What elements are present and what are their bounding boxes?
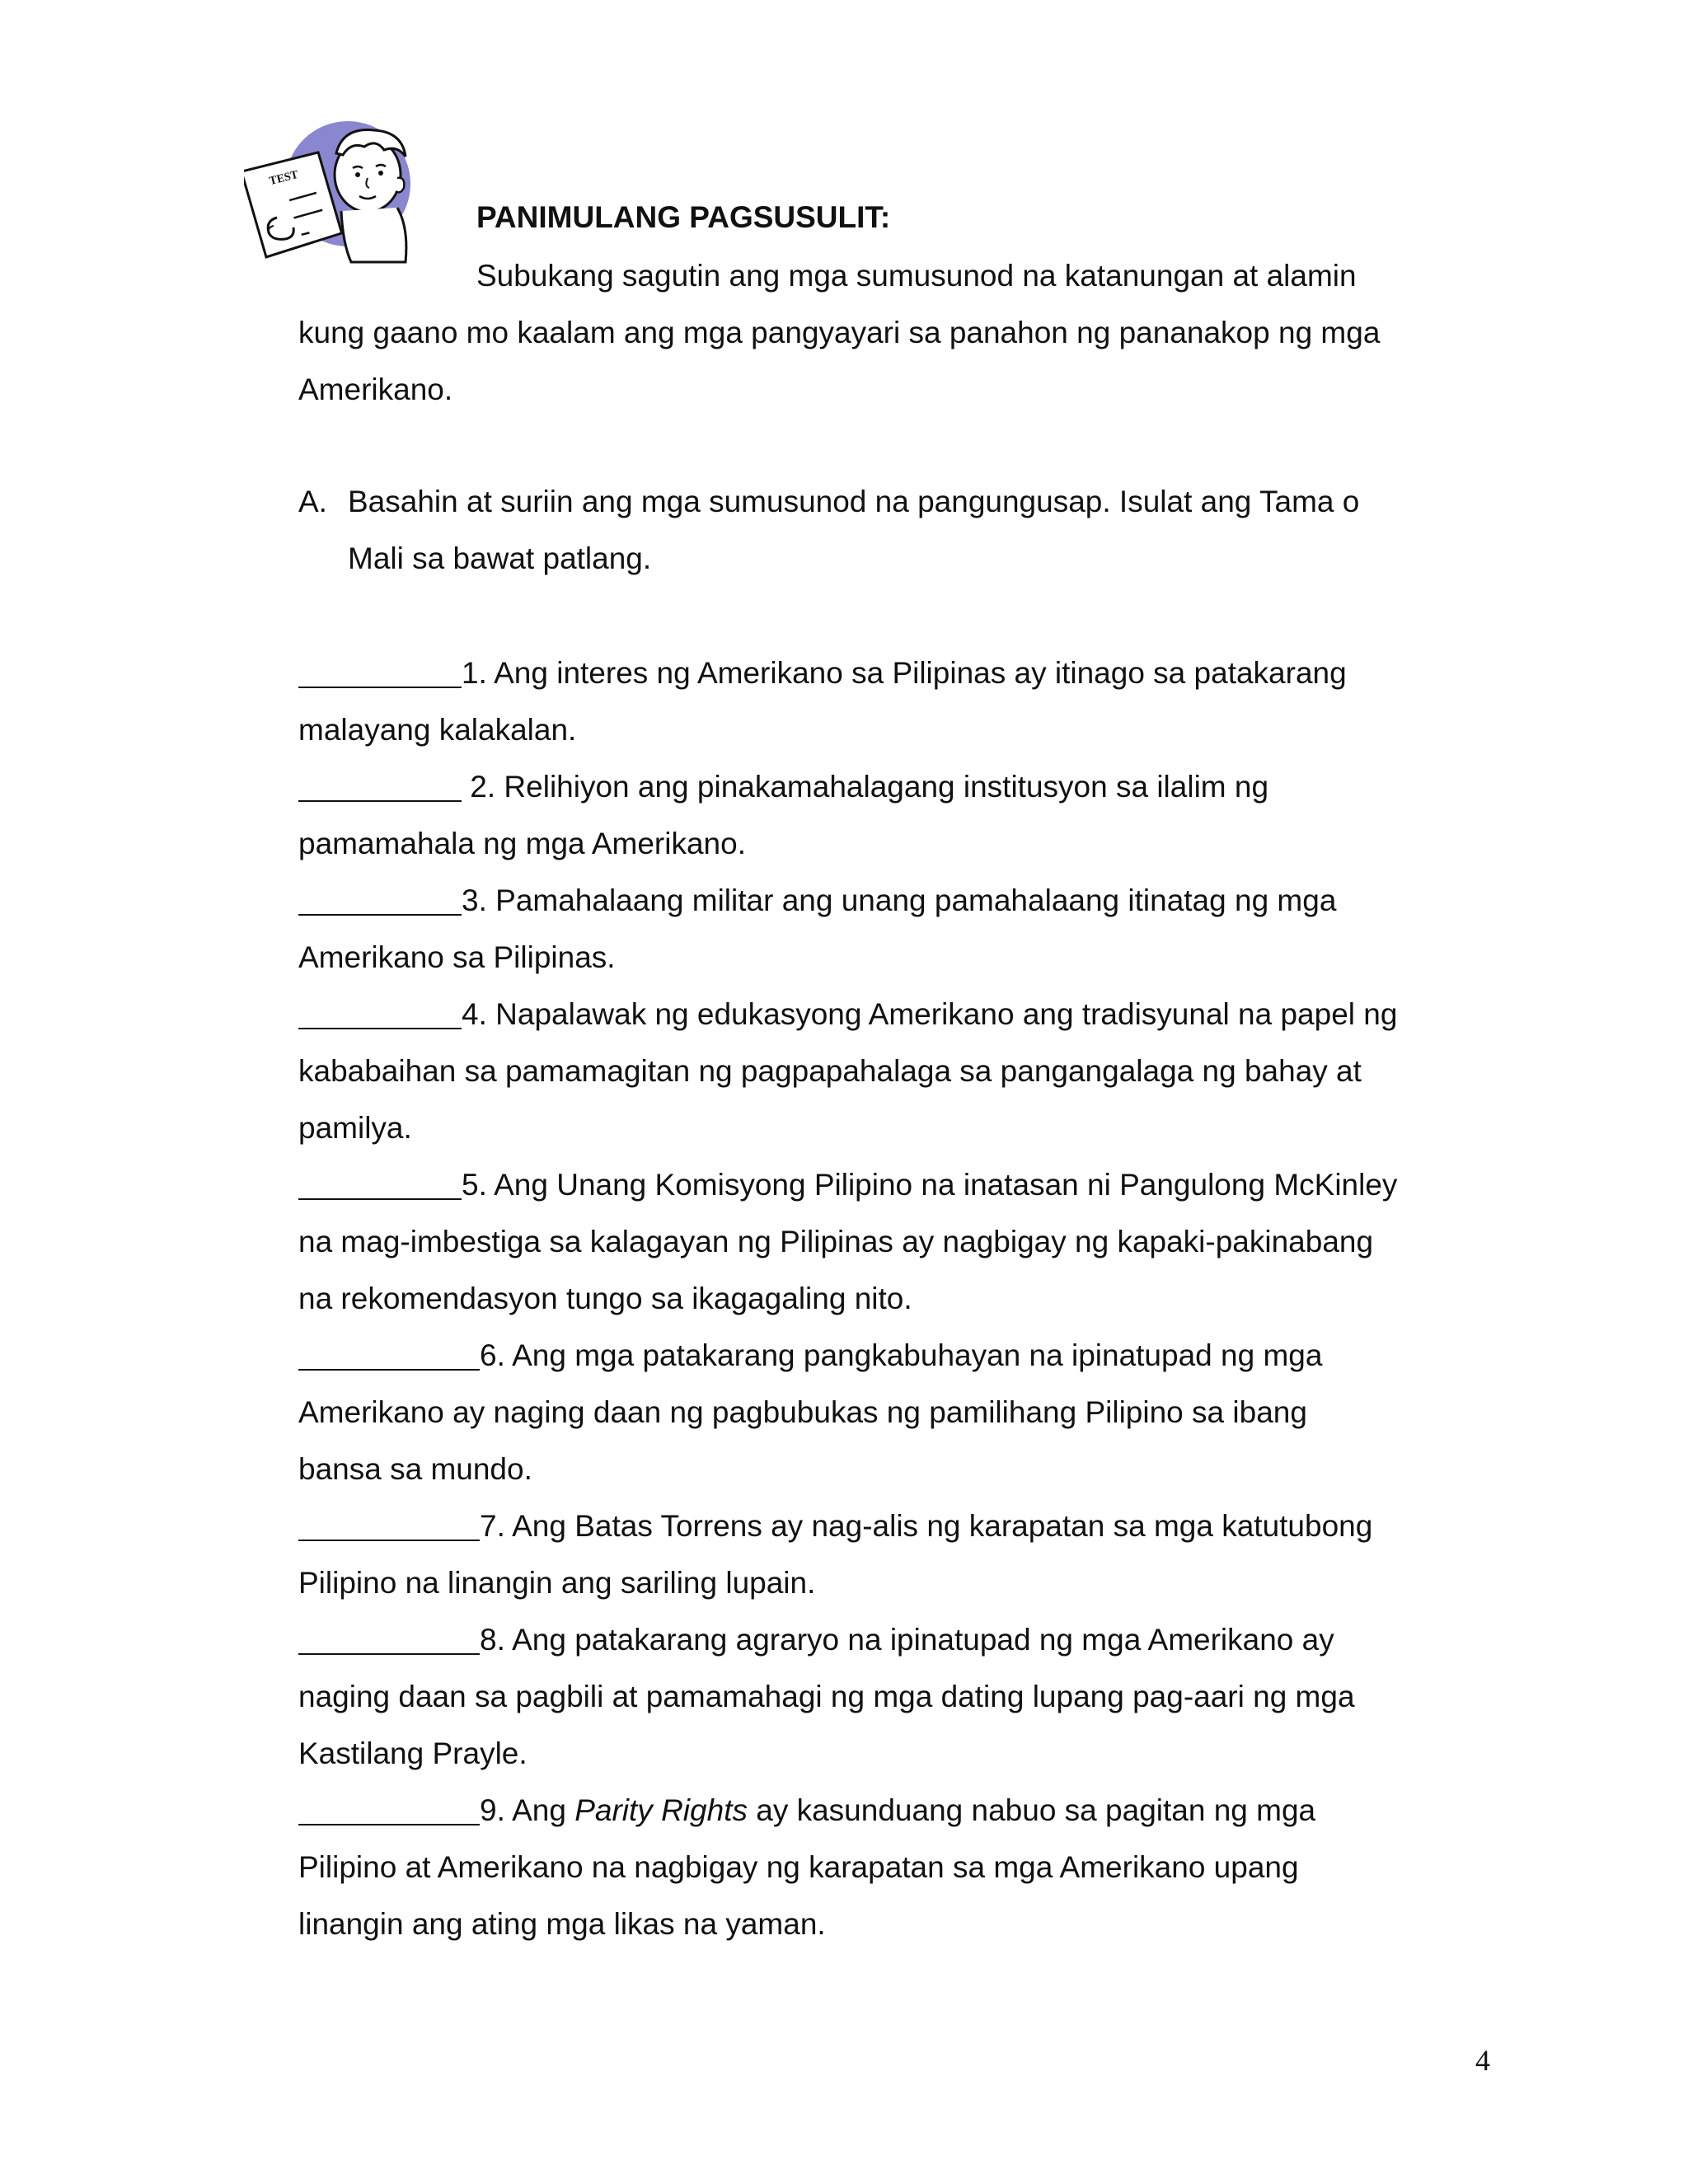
question-text: malayang kalakalan. bbox=[298, 713, 577, 747]
question-list bbox=[298, 644, 1518, 1952]
page-number: 4 bbox=[1475, 2044, 1490, 2077]
intro-paragraph bbox=[298, 247, 1502, 418]
question-number: 5. bbox=[462, 1168, 487, 1202]
answer-blank[interactable] bbox=[298, 655, 462, 688]
question-text: Ang patakarang agraryo na ipinatupad ng mga Amerikano ay bbox=[512, 1623, 1334, 1657]
question-number: 3. bbox=[462, 883, 487, 917]
question-text: na rekomendasyon tungo sa ikagagaling nito. bbox=[298, 1282, 912, 1315]
question-text: Pilipino at Amerikano na nagbigay ng karapatan sa mga Amerikano upang bbox=[298, 1850, 1299, 1884]
question-number: 6. bbox=[480, 1338, 505, 1372]
question-number: 4. bbox=[462, 997, 487, 1031]
question-item-1 bbox=[298, 644, 1518, 701]
question-item-6 bbox=[298, 1327, 1518, 1384]
question-item-7 bbox=[298, 1497, 1518, 1554]
intro-line: Subukang sagutin ang mga sumusunod na katanungan at alamin bbox=[476, 259, 1357, 293]
section-a-instructions bbox=[298, 473, 1502, 587]
answer-blank[interactable] bbox=[298, 1508, 480, 1541]
answer-blank[interactable] bbox=[298, 996, 462, 1029]
question-text: Pilipino na linangin ang sariling lupain. bbox=[298, 1566, 816, 1600]
question-item-8 bbox=[298, 1611, 1518, 1668]
question-number: 9. bbox=[480, 1793, 505, 1827]
section-a-line: Basahin at suriin ang mga sumusunod na pangungusap. Isulat ang Tama o bbox=[348, 485, 1360, 518]
question-text-pre: Ang bbox=[512, 1793, 575, 1827]
intro-line: kung gaano mo kaalam ang mga pangyayari sa panahon ng pananakop ng mga bbox=[298, 316, 1381, 349]
answer-blank[interactable] bbox=[298, 883, 462, 916]
answer-blank[interactable] bbox=[298, 1167, 462, 1200]
question-text-post: ay kasunduang nabuo sa pagitan ng mga bbox=[747, 1793, 1316, 1827]
answer-blank[interactable] bbox=[298, 1622, 480, 1655]
question-text: pamamahala ng mga Amerikano. bbox=[298, 827, 746, 860]
section-a-label: A. bbox=[298, 485, 327, 518]
question-item-4 bbox=[298, 986, 1518, 1043]
question-text: Ang Batas Torrens ay nag-alis ng karapatan sa mga katutubong bbox=[512, 1509, 1373, 1543]
answer-blank[interactable] bbox=[298, 769, 462, 802]
question-text: naging daan sa pagbili at pamamahagi ng mga dating lupang pag-aari ng mga bbox=[298, 1680, 1355, 1713]
page-title: PANIMULANG PAGSUSULIT: bbox=[476, 200, 891, 234]
question-text: Ang Unang Komisyong Pilipino na inatasan ni Pangulong McKinley bbox=[494, 1168, 1398, 1202]
question-number: 1. bbox=[462, 656, 487, 690]
question-text: Amerikano sa Pilipinas. bbox=[298, 940, 616, 974]
question-text: linangin ang ating mga likas na yaman. bbox=[298, 1907, 826, 1941]
question-item-2 bbox=[298, 758, 1518, 815]
question-text: Amerikano ay naging daan ng pagbubukas ng pamilihang Pilipino sa ibang bbox=[298, 1395, 1307, 1429]
question-text: kababaihan sa pamamagitan ng pagpapahalaga sa pangangalaga ng bahay at bbox=[298, 1054, 1362, 1088]
question-number: 7. bbox=[480, 1509, 505, 1543]
question-text: Napalawak ng edukasyong Amerikano ang tradisyunal na papel ng bbox=[495, 997, 1398, 1031]
question-text: na mag-imbestiga sa kalagayan ng Pilipinas ay nagbigay ng kapaki-pakinabang bbox=[298, 1225, 1374, 1258]
question-number: 2. bbox=[462, 770, 496, 804]
question-item-5 bbox=[298, 1156, 1518, 1213]
logo-test-label: TEST bbox=[268, 168, 300, 189]
intro-line: Amerikano. bbox=[298, 373, 453, 406]
question-item-9 bbox=[298, 1782, 1518, 1839]
section-a-line: Mali sa bawat patlang. bbox=[348, 541, 652, 575]
question-text: Ang mga patakarang pangkabuhayan na ipinatupad ng mga bbox=[512, 1338, 1323, 1372]
answer-blank[interactable] bbox=[298, 1338, 480, 1371]
question-number: 8. bbox=[480, 1623, 505, 1657]
question-text: Ang interes ng Amerikano sa Pilipinas ay itinago sa patakarang bbox=[494, 656, 1347, 690]
question-text-italic: Parity Rights bbox=[574, 1793, 748, 1827]
answer-blank[interactable] bbox=[298, 1793, 480, 1825]
question-text: Relihiyon ang pinakamahalagang institusyon sa ilalim ng bbox=[504, 770, 1269, 804]
question-item-3 bbox=[298, 872, 1518, 929]
question-text: Kastilang Prayle. bbox=[298, 1736, 528, 1770]
question-text: pamilya. bbox=[298, 1111, 412, 1145]
test-paper-student-logo bbox=[244, 120, 458, 265]
question-text: bansa sa mundo. bbox=[298, 1452, 532, 1486]
question-text: Pamahalaang militar ang unang pamahalaang itinatag ng mga bbox=[495, 883, 1337, 917]
